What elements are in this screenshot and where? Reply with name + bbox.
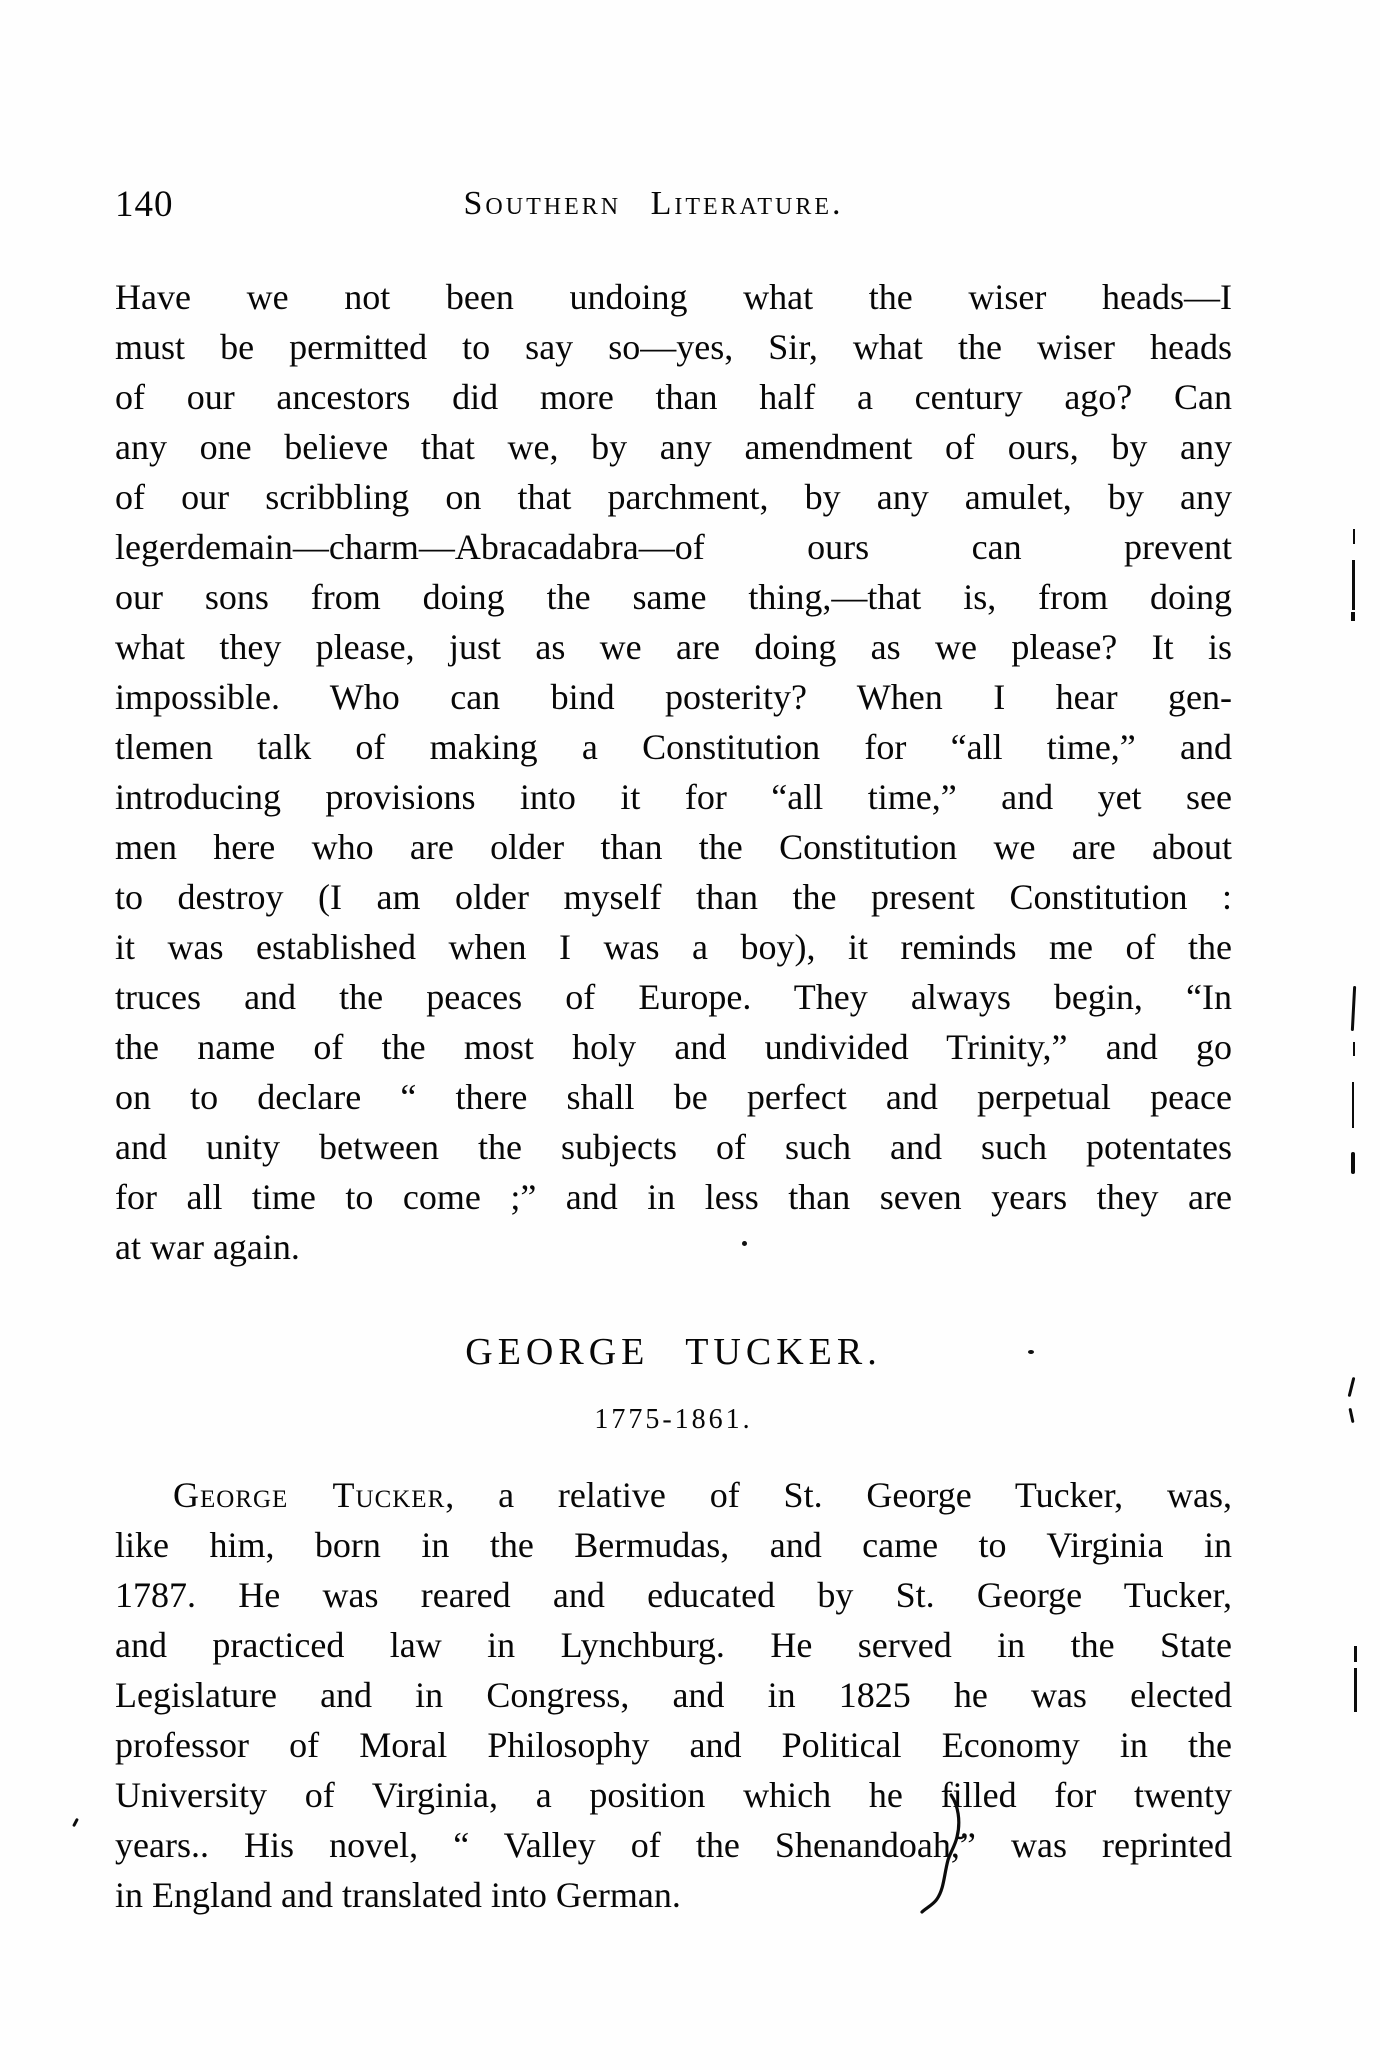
text-line: must be permitted to say so—yes, Sir, what the wiser heads bbox=[115, 327, 1232, 367]
running-header bbox=[115, 183, 1232, 227]
text-line: for all time to come ;” and in less than seven years they are bbox=[115, 1177, 1232, 1217]
section-dates: 1775-1861. bbox=[594, 1404, 753, 1435]
running-title: Southern Literature. bbox=[463, 185, 844, 222]
ink-dot bbox=[742, 1241, 747, 1246]
text-line: our sons from doing the same thing,—that is, from doing bbox=[115, 577, 1232, 617]
biography-paragraph bbox=[115, 1470, 1232, 1920]
excerpt-paragraph bbox=[115, 272, 1232, 1272]
ink-mark bbox=[1354, 1646, 1357, 1662]
text-line: on to declare “ there shall be perfect and perpetual peace bbox=[115, 1077, 1232, 1117]
text-line: of our ancestors did more than half a century ago? Can bbox=[115, 377, 1232, 417]
handwritten-squiggle bbox=[915, 1793, 975, 1915]
text-line: any one believe that we, by any amendment of ours, by any bbox=[115, 427, 1232, 467]
text-line: of our scribbling on that parchment, by any amulet, by any bbox=[115, 477, 1232, 517]
text-line: years.. His novel, “ Valley of the Shenandoah,” was reprinted bbox=[115, 1825, 1232, 1865]
text-line: it was established when I was a boy), it reminds me of the bbox=[115, 927, 1232, 967]
text-line: to destroy (I am older myself than the present Constitution : bbox=[115, 877, 1232, 917]
ink-mark bbox=[1354, 1668, 1357, 1712]
text-line: legerdemain—charm—Abracadabra—of ours can prevent bbox=[115, 527, 1232, 567]
text-line: and unity between the subjects of such and such potentates bbox=[115, 1127, 1232, 1167]
ink-mark bbox=[1351, 986, 1356, 1031]
text-segment: , a relative of St. George Tucker, was, bbox=[445, 1475, 1232, 1515]
text-line: tlemen talk of making a Constitution for “all time,” and bbox=[115, 727, 1232, 767]
text-line: professor of Moral Philosophy and Political Economy in the bbox=[115, 1725, 1232, 1765]
ink-mark bbox=[1352, 1082, 1354, 1128]
text-line: 1787. He was reared and educated by St. George Tucker, bbox=[115, 1575, 1232, 1615]
ink-mark bbox=[1348, 1408, 1354, 1423]
page-number: 140 bbox=[115, 184, 174, 225]
ink-tick bbox=[72, 1818, 79, 1827]
text-line: introducing provisions into it for “all time,” and yet see bbox=[115, 777, 1232, 817]
text-line: truces and the peaces of Europe. They always begin, “In bbox=[115, 977, 1232, 1017]
ink-mark bbox=[1348, 1377, 1356, 1397]
text-line: impossible. Who can bind posterity? When I hear gen- bbox=[115, 677, 1232, 717]
text-line: in England and translated into German. bbox=[115, 1875, 681, 1915]
ink-mark bbox=[1351, 612, 1355, 621]
ink-mark bbox=[1353, 1042, 1355, 1056]
section-heading: GEORGE TUCKER. bbox=[465, 1331, 882, 1373]
person-name-smallcaps: George Tucker bbox=[173, 1475, 446, 1515]
ink-mark bbox=[1352, 560, 1355, 610]
text-line: Legislature and in Congress, and in 1825 he was elected bbox=[115, 1675, 1232, 1715]
text-line: University of Virginia, a position which he filled for twenty bbox=[115, 1775, 1232, 1815]
text-line: like him, born in the Bermudas, and came to Virginia in bbox=[115, 1525, 1232, 1565]
text-line bbox=[115, 1470, 1232, 1520]
text-line: Have we not been undoing what the wiser heads—I bbox=[115, 277, 1232, 317]
ink-mark bbox=[1353, 529, 1355, 544]
ink-dot bbox=[1028, 1350, 1034, 1354]
ink-mark bbox=[1351, 1152, 1355, 1174]
text-line: at war again. bbox=[115, 1227, 300, 1267]
text-line: men here who are older than the Constitution we are about bbox=[115, 827, 1232, 867]
text-line: the name of the most holy and undivided Trinity,” and go bbox=[115, 1027, 1232, 1067]
text-line: and practiced law in Lynchburg. He served in the State bbox=[115, 1625, 1232, 1665]
text-line: what they please, just as we are doing as we please? It is bbox=[115, 627, 1232, 667]
